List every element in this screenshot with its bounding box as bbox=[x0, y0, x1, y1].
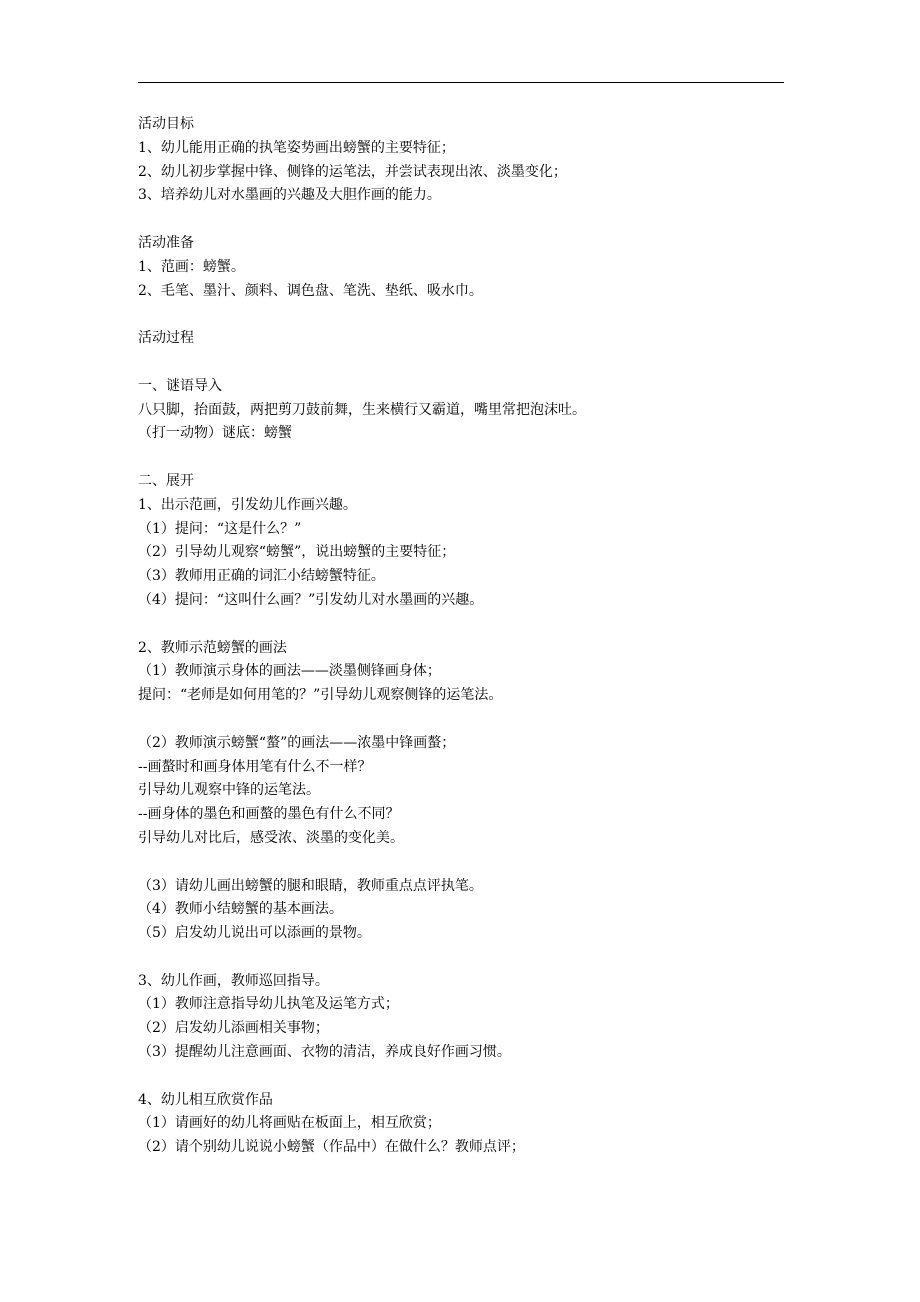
text-line: （4）提问：“这叫什么画？”引发幼儿对水墨画的兴趣。 bbox=[138, 591, 484, 608]
text-line: （1）教师注意指导幼儿执笔及运笔方式； bbox=[138, 996, 399, 1013]
paragraph-gap bbox=[138, 208, 798, 232]
text-line: （打一动物）谜底：螃蟹 bbox=[138, 425, 292, 442]
text-line: （2）启发幼儿添画相关事物； bbox=[138, 1020, 329, 1037]
text-line: 2、幼儿初步掌握中锋、侧锋的运笔法，并尝试表现出浓、淡墨变化； bbox=[138, 163, 567, 180]
text-line: 提问：“老师是如何用笔的？”引导幼儿观察侧锋的运笔法。 bbox=[138, 687, 503, 704]
text-line: （2）引导幼儿观察“螃蟹”，说出螃蟹的主要特征； bbox=[138, 544, 456, 561]
text-line: 1、范画：螃蟹。 bbox=[138, 258, 245, 275]
text-line: --画身体的墨色和画螯的墨色有什么不同？ bbox=[138, 806, 400, 823]
paragraph-gap bbox=[138, 708, 798, 732]
header-rule bbox=[138, 82, 784, 83]
section-first-line: 活动准备 bbox=[138, 234, 194, 251]
paragraph-gap bbox=[138, 613, 798, 637]
section-first-line: 一、谜语导入 bbox=[138, 377, 222, 394]
document-body bbox=[138, 113, 798, 1160]
paragraph-gap bbox=[138, 851, 798, 875]
text-line: 引导幼儿对比后，感受浓、淡墨的变化美。 bbox=[138, 829, 404, 846]
section-first-line: 活动过程 bbox=[138, 330, 194, 347]
text-line: 1、幼儿能用正确的执笔姿势画出螃蟹的主要特征； bbox=[138, 139, 455, 156]
text-line: （5）启发幼儿说出可以添画的景物。 bbox=[138, 925, 371, 942]
section-first-line: 2、教师示范螃蟹的画法 bbox=[138, 639, 287, 656]
section-first-line: （3）请幼儿画出螃蟹的腿和眼睛，教师重点点评执笔。 bbox=[138, 877, 483, 894]
text-line: 1、出示范画，引发幼儿作画兴趣。 bbox=[138, 496, 357, 513]
paragraph-gap bbox=[138, 1065, 798, 1089]
paragraph-gap bbox=[138, 351, 798, 375]
section-first-line: 3、幼儿作画，教师巡回指导。 bbox=[138, 972, 329, 989]
text-line: 引导幼儿观察中锋的运笔法。 bbox=[138, 782, 320, 799]
paragraph-gap bbox=[138, 446, 798, 470]
section-first-line: 活动目标 bbox=[138, 116, 194, 132]
text-line: （3）提醒幼儿注意画面、衣物的清洁，养成良好作画习惯。 bbox=[138, 1044, 511, 1061]
text-line: --画螯时和画身体用笔有什么不一样？ bbox=[138, 758, 372, 775]
section-first-line: （2）教师演示螃蟹“螯”的画法——浓墨中锋画螯； bbox=[138, 734, 456, 751]
text-line: 八只脚，抬面鼓，两把剪刀鼓前舞，生来横行又霸道，嘴里常把泡沫吐。 bbox=[138, 401, 586, 418]
text-line: （3）教师用正确的词汇小结螃蟹特征。 bbox=[138, 568, 385, 585]
paragraph-gap bbox=[138, 303, 798, 327]
text-line: （4）教师小结螃蟹的基本画法。 bbox=[138, 901, 343, 918]
section-first-line: 二、展开 bbox=[138, 472, 194, 489]
text-line: （1）提问：“这是什么？” bbox=[138, 520, 302, 537]
text-line: （1）教师演示身体的画法——淡墨侧锋画身体； bbox=[138, 663, 441, 680]
text-line: （1）请画好的幼儿将画贴在板面上，相互欣赏； bbox=[138, 1115, 441, 1132]
text-line: （2）请个别幼儿说说小螃蟹（作品中）在做什么？教师点评； bbox=[138, 1139, 525, 1156]
text-line: 2、毛笔、墨汁、颜料、调色盘、笔洗、垫纸、吸水巾。 bbox=[138, 282, 483, 299]
section-first-line: 4、幼儿相互欣赏作品 bbox=[138, 1091, 273, 1108]
paragraph-gap bbox=[138, 946, 798, 970]
text-line: 3、培养幼儿对水墨画的兴趣及大胆作画的能力。 bbox=[138, 187, 441, 204]
